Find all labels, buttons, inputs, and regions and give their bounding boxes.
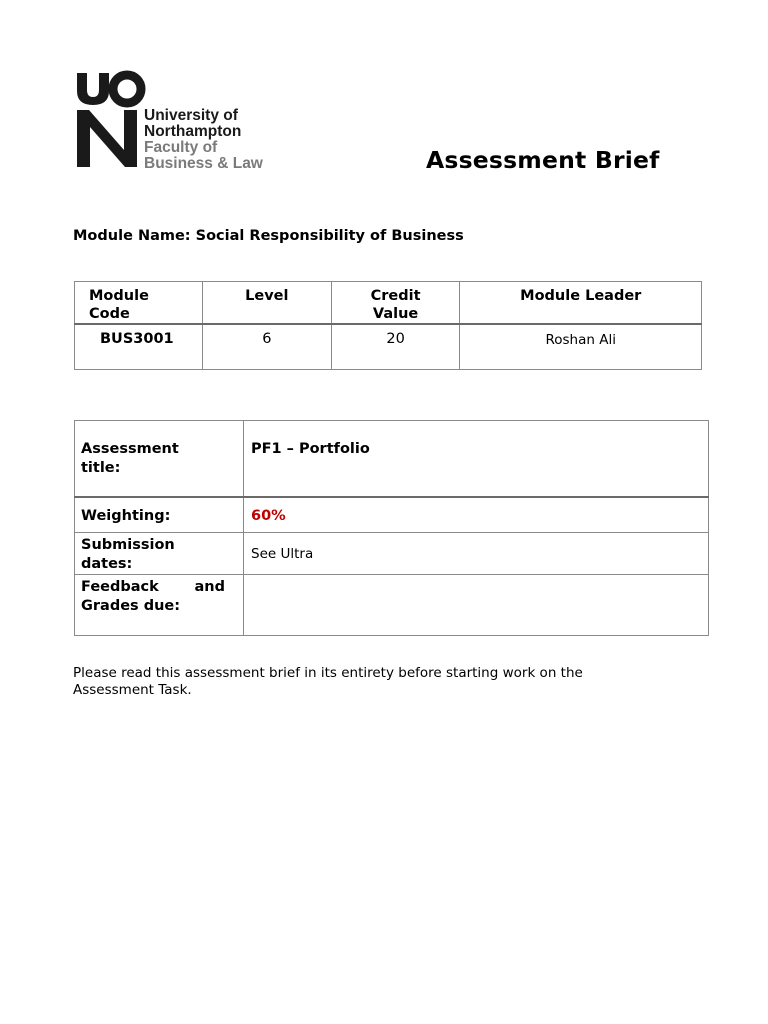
logo-text-line4: Business & Law — [144, 155, 263, 172]
table-row — [75, 421, 709, 497]
weighting-value: 60% — [244, 497, 709, 533]
module-info-table — [74, 281, 702, 370]
submission-dates-label: Submission dates: — [75, 533, 244, 575]
table-header-row — [75, 282, 702, 325]
assessment-title-label: Assessment title: — [75, 421, 244, 497]
header-module-leader: Module Leader — [460, 282, 702, 325]
assessment-title-value: PF1 – Portfolio — [244, 421, 709, 497]
cell-module-code: BUS3001 — [75, 324, 203, 369]
uon-logo-mark — [74, 70, 289, 172]
module-name: Module Name: Social Responsibility of Business — [73, 228, 464, 244]
header-credit-value: Credit Value — [331, 282, 460, 325]
header-level: Level — [202, 282, 331, 325]
logo-text-line3: Faculty of — [144, 139, 218, 156]
weighting-label: Weighting: — [75, 497, 244, 533]
assessment-details-table — [74, 420, 709, 636]
intro-paragraph: Please read this assessment brief in its entirety before starting work on the Assessment Task. — [73, 665, 583, 698]
submission-dates-value: See Ultra — [244, 533, 709, 575]
cell-level: 6 — [202, 324, 331, 369]
table-row — [75, 497, 709, 533]
header-module-code: Module Code — [75, 282, 203, 325]
cell-module-leader: Roshan Ali — [460, 324, 702, 369]
feedback-grades-value — [244, 575, 709, 636]
logo-text-line2: Northampton — [144, 123, 242, 140]
feedback-grades-label: Feedback and Grades due: — [75, 575, 244, 636]
logo-text-line1: University of — [144, 107, 238, 124]
cell-credit-value: 20 — [331, 324, 460, 369]
table-row — [75, 575, 709, 636]
table-row — [75, 324, 702, 369]
table-row — [75, 533, 709, 575]
university-logo — [74, 70, 289, 172]
page-title: Assessment Brief — [426, 146, 660, 174]
